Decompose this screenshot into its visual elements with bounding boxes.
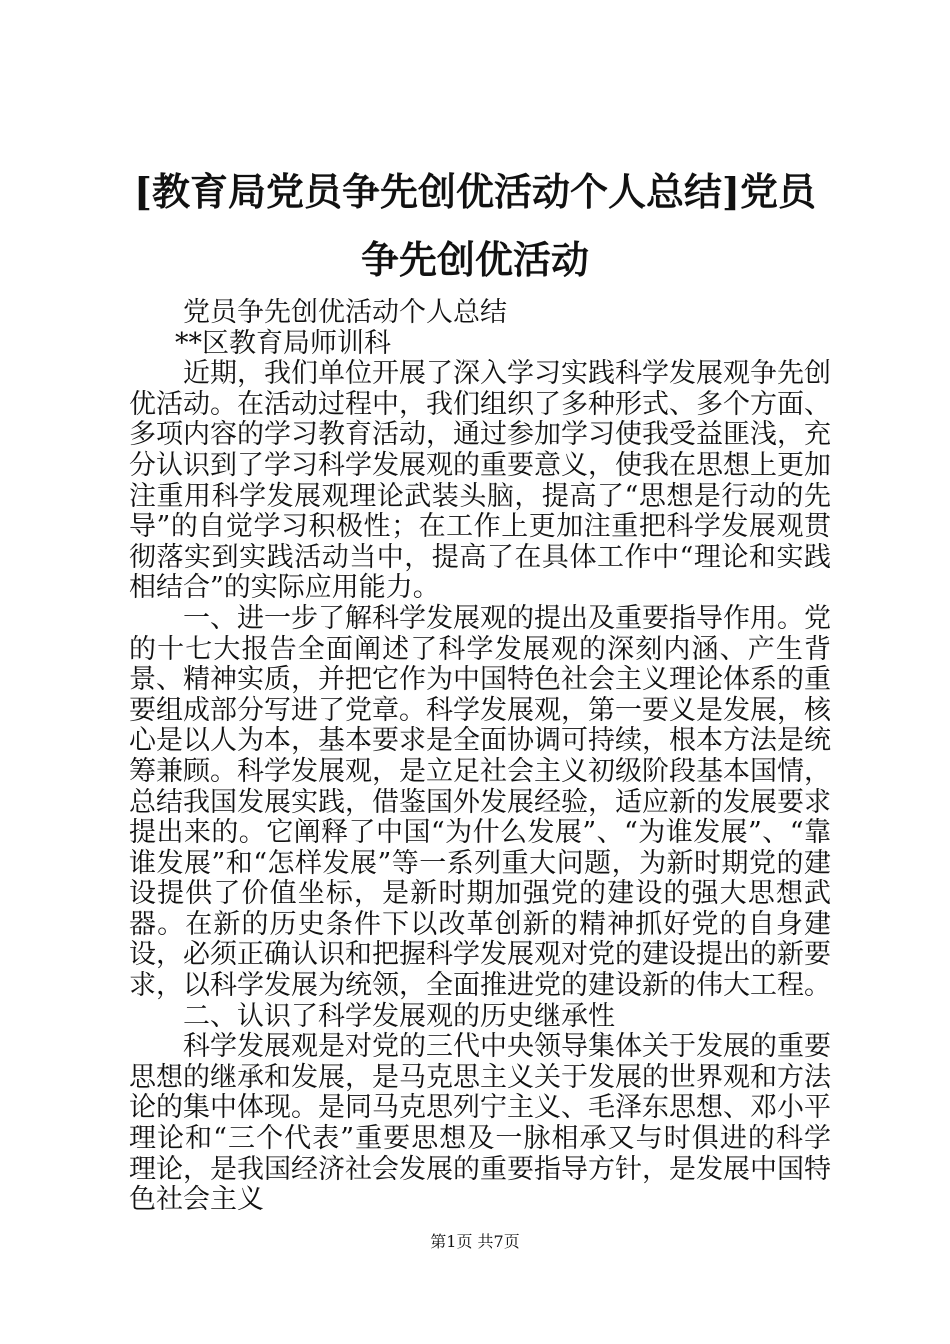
paragraph-intro: 近期，我们单位开展了深入学习实践科学发展观争先创优活动。在活动过程中，我们组织了多种形式、多个方面、多项内容的学习教育活动，通过参加学习使我受益匪浅，充分认识到了学习科学发展观的重要意义，使我在思想上更加注重用科学发展观理论武装头脑，提高了“思想是行动的先导”的自觉学习积极性；在工作上更加注重把科学发展观贯彻落实到实践活动当中，提高了在具体工作中“理论和实践相结合”的实际应用能力。 [129,358,831,604]
paragraph-author: **区教育局师训科 [175,327,391,359]
paragraph-section-2-body: 科学发展观是对党的三代中央领导集体关于发展的重要思想的继承和发展，是马克思主义关于发展的世界观和方法论的集中体现。是同马克思列宁主义、毛泽东思想、邓小平理论和“三个代表”重要思想及一脉相承又与时俱进的科学理论，是我国经济社会发展的重要指导方针，是发展中国特色社会主义 [129,1031,831,1216]
document-title: [教育局党员争先创优活动个人总结]党员争先创优活动 [134,169,816,282]
paragraph-section-1: 一、进一步了解科学发展观的提出及重要指导作用。党的十七大报告全面阐述了科学发展观的深刻内涵、产生背景、精神实质，并把它作为中国特色社会主义理论体系的重要组成部分写进了党章。科学发展观，第一要义是发展，核心是以人为本，基本要求是全面协调可持续，根本方法是统筹兼顾。科学发展观，是立足社会主义初级阶段基本国情，总结我国发展实践，借鉴国外发展经验，适应新的发展要求提出来的。它阐释了中国“为什么发展”、“为谁发展”、“靠谁发展”和“怎样发展”等一系列重大问题，为新时期党的建设提供了价值坐标，是新时期加强党的建设的强大思想武器。在新的历史条件下以改革创新的精神抓好党的自身建设，必须正确认识和把握科学发展观对党的建设提出的新要求，以科学发展为统领，全面推进党的建设新的伟大工程。 [129,602,831,1002]
paragraph-subtitle: 党员争先创优活动个人总结 [183,297,507,328]
paragraph-section-2-heading: 二、认识了科学发展观的历史继承性 [183,1000,615,1032]
document-body [129,298,831,1216]
page-footer: 第1页 共7页 [430,1232,520,1251]
